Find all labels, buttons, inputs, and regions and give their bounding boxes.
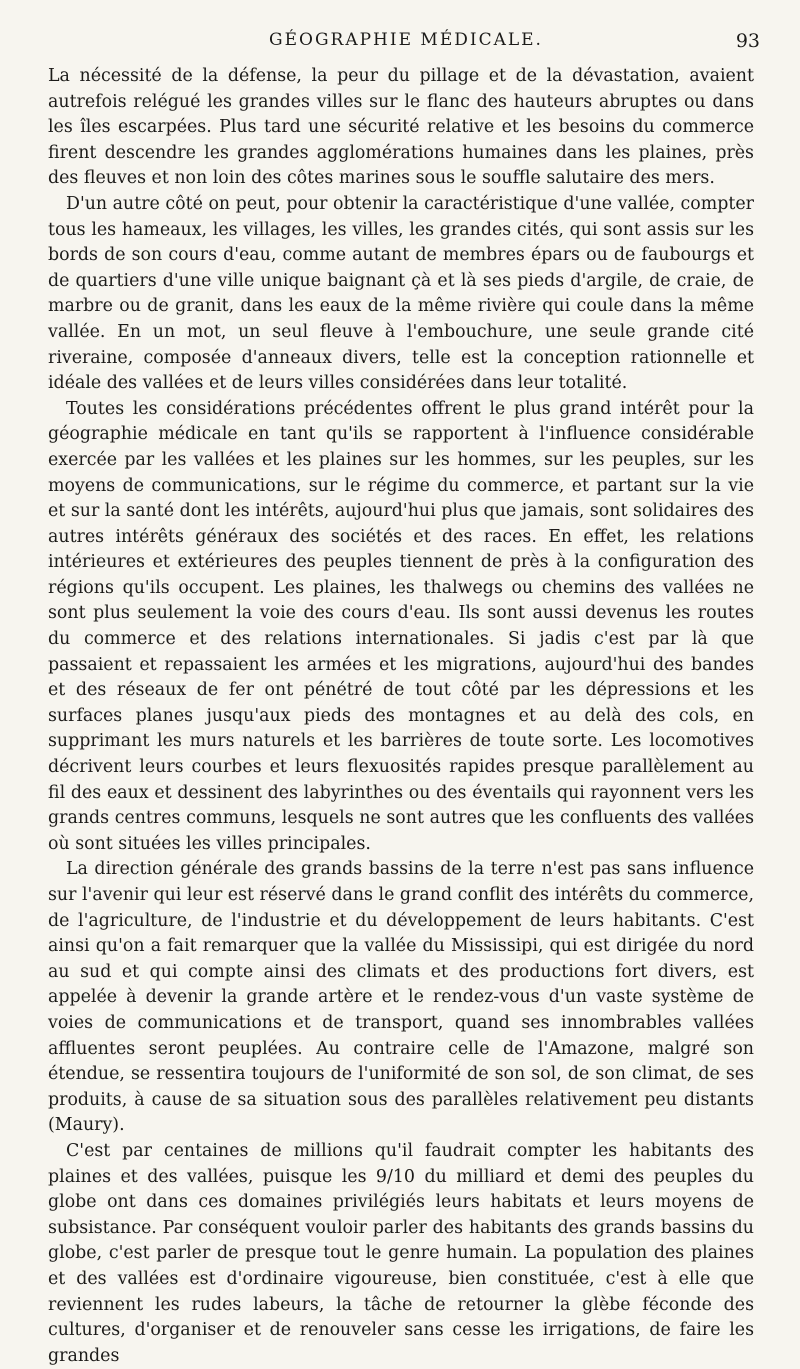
- running-title: GÉOGRAPHIE MÉDICALE.: [269, 30, 543, 50]
- running-head: [52, 30, 760, 58]
- paragraph-2: D'un autre côté on peut, pour obtenir la caractéristique d'une vallée, compter tous les hameaux, les villages, les villes, les grandes cités, qui sont assis sur les bords de son cours d'eau, comme autant de membres épars ou de faubourgs et de quartiers d'une ville unique baignant çà et là ses pieds d'argile, de craie, de marbre ou de granit, dans les eaux de la même rivière qui coule dans la même vallée. En un mot, un seul fleuve à l'embouchure, une seule grande cité riveraine, composée d'anneaux divers, telle est la conception rationnelle et idéale des vallées et de leurs villes considérées dans leur totalité.: [48, 193, 754, 394]
- paragraph-4: La direction générale des grands bassins de la terre n'est pas sans influence sur l'avenir qui leur est réservé dans le grand conflit des intérêts du commerce, de l'agriculture, de l'industrie et du développement de leurs habitants. C'est ainsi qu'on a fait remarquer que la vallée du Mississipi, qui est dirigée du nord au sud et qui compte ainsi des climats et des productions fort divers, est appelée à devenir la grande artère et le rendez-vous d'un vaste système de voies de communications et de transport, quand ses innombrables vallées affluentes seront peuplées. Au contraire celle de l'Amazone, malgré son étendue, se ressentira toujours de l'uniformité de son sol, de son climat, de ses produits, à cause de sa situation sous des parallèles relativement peu distants (Maury).: [48, 859, 754, 1136]
- paragraph-3: Toutes les considérations précédentes offrent le plus grand intérêt pour la géographie médicale en tant qu'ils se rapportent à l'influence considérable exercée par les vallées et les plaines sur les hommes, sur les peuples, sur les moyens de communications, sur le régime du commerce, et partant sur la vie et sur la santé dont les intérêts, aujourd'hui plus que jamais, sont solidaires des autres intérêts généraux des sociétés et des races. En effet, les relations intérieures et extérieures des peuples tiennent de près à la configuration des régions qu'ils occupent. Les plaines, les thalwegs ou chemins des vallées ne sont plus seulement la voie des cours d'eau. Ils sont aussi devenus les routes du commerce et des relations internationales. Si jadis c'est par là que passaient et repassaient les armées et les migrations, aujourd'hui des bandes et des réseaux de fer ont pénétré de tout côté par les dépressions et les surfaces planes jusqu'aux pieds des montagnes et au delà des cols, en supprimant les murs naturels et les barrières de toute sorte. Les locomotives décrivent leurs courbes et leurs flexuosités rapides presque parallèlement au fil des eaux et dessinent des labyrinthes ou des éventails qui rayonnent vers les grands centres communs, lesquels ne sont autres que les confluents des vallées où sont situées les villes principales.: [48, 398, 754, 854]
- paragraph-1: La nécessité de la défense, la peur du pillage et de la dévastation, avaient autrefois relégué les grandes villes sur le flanc des hauteurs abruptes ou dans les îles escarpées. Plus tard une sécurité relative et les besoins du commerce firent descendre les grandes agglomérations humaines dans les plaines, près des fleuves et non loin des côtes marines sous le souffle salutaire des mers.: [48, 66, 754, 189]
- body-text: [48, 64, 754, 1369]
- paragraph-5: C'est par centaines de millions qu'il faudrait compter les habitants des plaines et des vallées, puisque les 9/10 du milliard et demi des peuples du globe ont dans ces domaines privilégiés leurs habitats et leurs moyens de subsistance. Par conséquent vouloir parler des habitants des grands bassins du globe, c'est parler de presque tout le genre humain. La population des plaines et des vallées est d'ordinaire vigoureuse, bien constituée, c'est à elle que reviennent les rudes labeurs, la tâche de retourner la glèbe féconde des cultures, d'organiser et de renouveler sans cesse les irrigations, de faire les grandes: [48, 1140, 754, 1366]
- page-number: 93: [735, 30, 760, 52]
